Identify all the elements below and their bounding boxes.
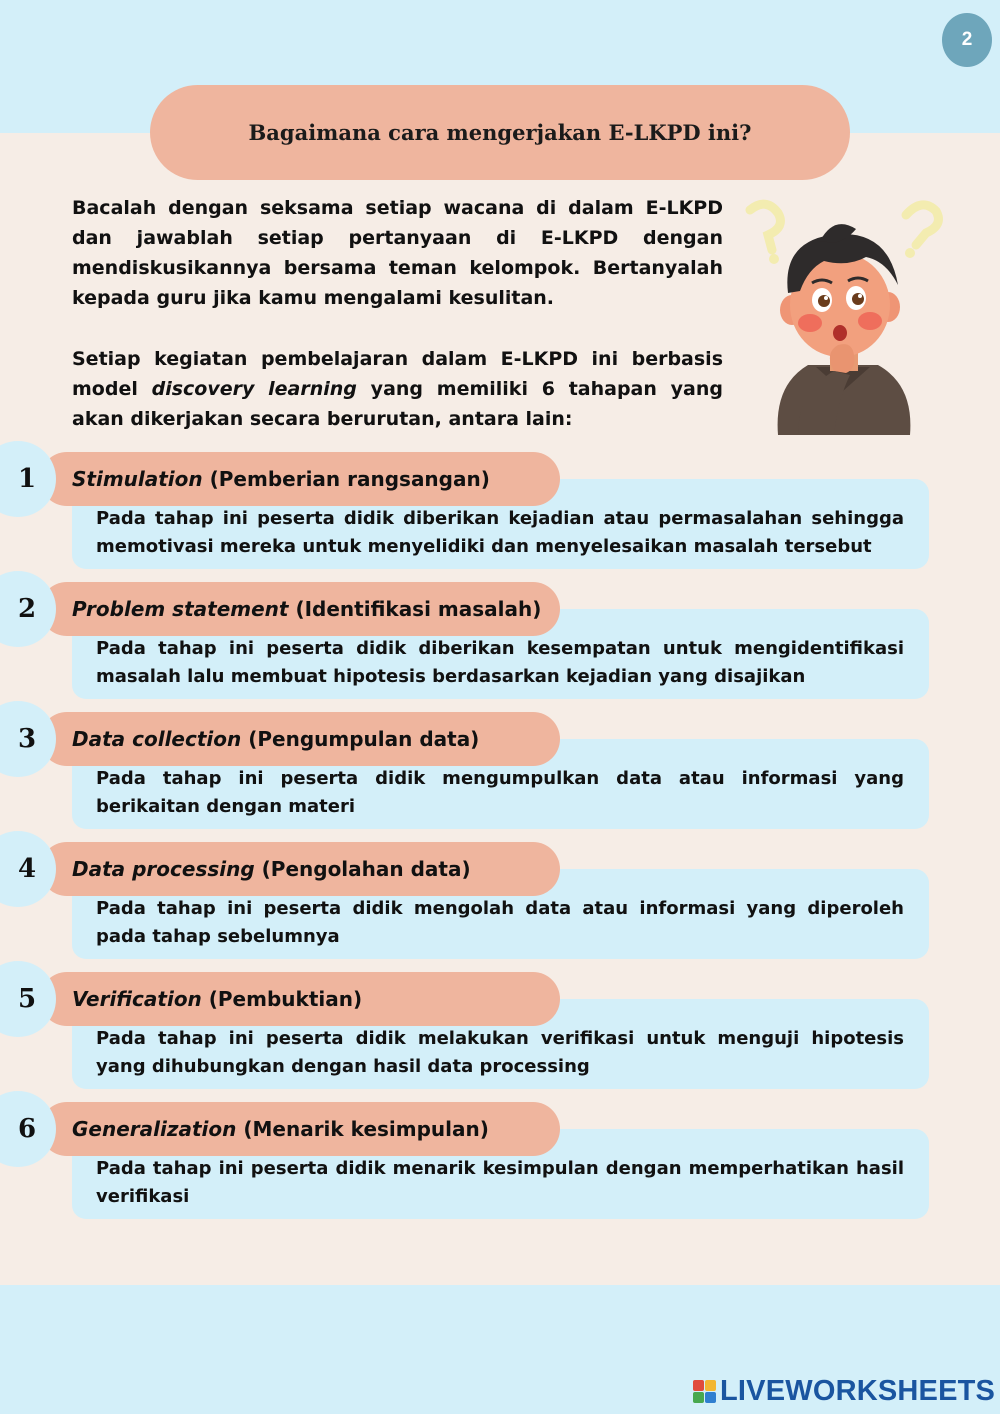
intro-paragraph-2 xyxy=(72,344,723,434)
step-6-number: 6 xyxy=(0,1091,56,1167)
thinking-boy-illustration xyxy=(738,195,948,445)
step-2-name: Problem statement xyxy=(72,597,289,621)
intro-paragraph-1: Bacalah dengan seksama setiap wacana di dalam E-LKPD dan jawablah setiap pertanyaan di E-LKPD dengan mendiskusikannya bersama teman kelompok. Bertanyalah kepada guru jika kamu mengalami kesulitan. xyxy=(72,197,723,309)
step-1-heading xyxy=(40,452,560,506)
step-6-translation: (Menarik kesimpulan) xyxy=(236,1117,489,1141)
discovery-learning-term: discovery learning xyxy=(151,378,357,400)
step-1-number: 1 xyxy=(0,441,56,517)
step-4-heading xyxy=(40,842,560,896)
step-5-description: Pada tahap ini peserta didik melakukan verifikasi untuk menguji hipotesis yang dihubungkan dengan hasil data processing xyxy=(96,1028,904,1077)
step-2-translation: (Identifikasi masalah) xyxy=(288,597,542,621)
step-4-name: Data processing xyxy=(72,857,255,881)
page-number-badge: 2 xyxy=(942,13,992,67)
liveworksheets-brand: LIVEWORKSHEETS xyxy=(720,1374,996,1407)
step-2-number: 2 xyxy=(0,571,56,647)
step-3-number: 3 xyxy=(0,701,56,777)
liveworksheets-grid-icon xyxy=(693,1380,716,1403)
liveworksheets-logo[interactable] xyxy=(693,1374,995,1408)
step-1-translation: (Pemberian rangsangan) xyxy=(202,467,490,491)
step-3-description: Pada tahap ini peserta didik mengumpulkan data atau informasi yang berikaitan dengan materi xyxy=(96,768,904,817)
step-3-translation: (Pengumpulan data) xyxy=(241,727,480,751)
intro-text-start: Setiap kegiatan pembelajaran dalam E-LKPD ini berbasis model xyxy=(72,348,723,400)
step-5-heading xyxy=(40,972,560,1026)
step-4-translation: (Pengolahan data) xyxy=(254,857,471,881)
step-4-number: 4 xyxy=(0,831,56,907)
intro-text-end: yang memiliki 6 tahapan yang akan dikerjakan secara berurutan, antara lain: xyxy=(72,378,723,430)
step-5-translation: (Pembuktian) xyxy=(201,987,363,1011)
step-1-name: Stimulation xyxy=(72,467,203,491)
step-2-heading xyxy=(40,582,560,636)
step-3-name: Data collection xyxy=(72,727,242,751)
step-6-heading xyxy=(40,1102,560,1156)
step-4-description: Pada tahap ini peserta didik mengolah data atau informasi yang diperoleh pada tahap sebelumnya xyxy=(96,898,904,947)
step-2-description: Pada tahap ini peserta didik diberikan kesempatan untuk mengidentifikasi masalah lalu membuat hipotesis berdasarkan kejadian yang disajikan xyxy=(96,638,904,687)
step-1-description: Pada tahap ini peserta didik diberikan kejadian atau permasalahan sehingga memotivasi mereka untuk menyelidiki dan menyelesaikan masalah tersebut xyxy=(96,508,904,557)
page-title: Bagaimana cara mengerjakan E-LKPD ini? xyxy=(150,85,850,180)
step-3-heading xyxy=(40,712,560,766)
step-5-number: 5 xyxy=(0,961,56,1037)
step-6-name: Generalization xyxy=(72,1117,237,1141)
step-5-name: Verification xyxy=(72,987,202,1011)
step-6-description: Pada tahap ini peserta didik menarik kesimpulan dengan memperhatikan hasil verifikasi xyxy=(96,1158,904,1207)
